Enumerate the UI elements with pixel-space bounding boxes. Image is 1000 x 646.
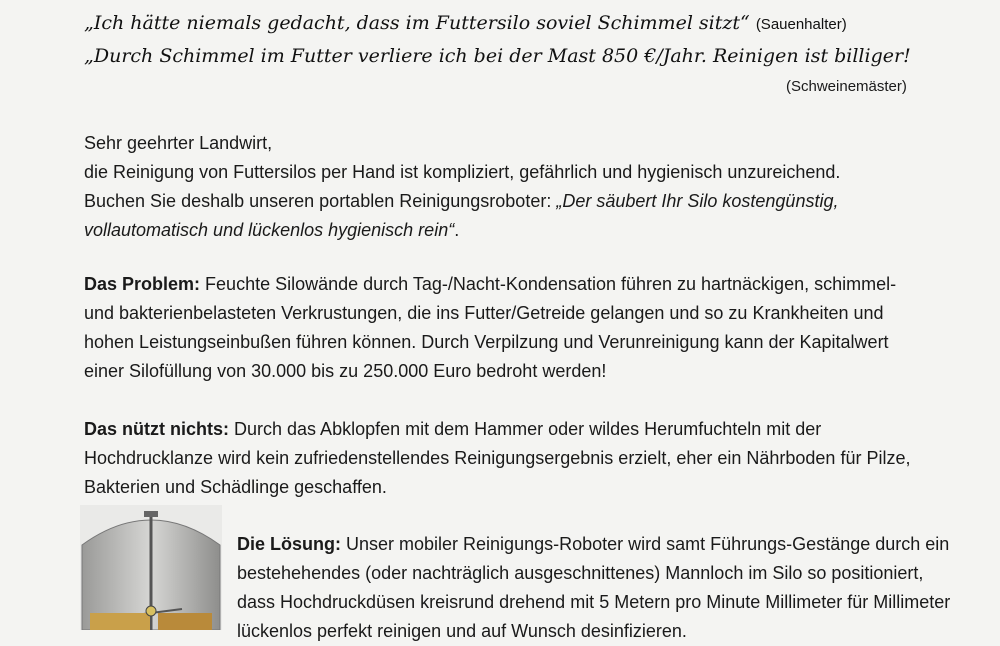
solution-text: [237, 530, 957, 646]
quote-sow-farmer: [84, 12, 847, 34]
solution-heading: Die Lösung:: [237, 534, 341, 554]
useless-paragraph: [84, 415, 924, 502]
problem-heading: Das Problem:: [84, 274, 201, 294]
quote-text: „Durch Schimmel im Futter verliere ich bei der Mast 850 €/Jahr. Reinigen ist billiger!: [84, 45, 911, 67]
intro-paragraph: [84, 129, 944, 245]
solution-body: Unser mobiler Reinigungs-Roboter wird samt Führungs-Gestänge durch ein bestehehendes (oder nachträglich ausgeschnittenes) Mannloch im Silo so positioniert, dass Hochdruckdüsen kreisrund drehend mit 5 Metern pro Minute Millimeter für Millimeter lückenlos perfekt reinigen und auf Wunsch desinfizieren.: [237, 534, 951, 641]
quote-text: „Ich hätte niemals gedacht, dass im Futtersilo soviel Schimmel sitzt“: [84, 12, 750, 34]
problem-text: [84, 270, 924, 386]
intro-slogan: vollautomatisch und lückenlos hygienisch rein“: [84, 220, 455, 240]
solution-paragraph: [237, 530, 957, 646]
quote-author: (Schweinemäster): [786, 78, 907, 95]
intro-text: Buchen Sie deshalb unseren portablen Reinigungsroboter:: [84, 191, 557, 211]
useless-text: [84, 415, 924, 502]
intro-line: die Reinigung von Futtersilos per Hand ist kompliziert, gefährlich und hygienisch unzureichend.: [84, 162, 841, 182]
silo-robot-image: [80, 505, 222, 630]
useless-body: Durch das Abklopfen mit dem Hammer oder wildes Herumfuchteln mit der Hochdrucklanze wird kein zufriedenstellendes Reinigungsergebnis erzielt, eher ein Nährboden für Pilze, Bakterien und Schädlinge geschaffen.: [84, 419, 911, 497]
quote-pig-fattener: [84, 45, 911, 67]
intro-slogan: „Der säubert Ihr Silo kostengünstig,: [556, 191, 839, 211]
useless-heading: Das nützt nichts:: [84, 419, 230, 439]
intro-line: [84, 187, 944, 216]
greeting: Sehr geehrter Landwirt,: [84, 133, 273, 153]
problem-paragraph: [84, 270, 924, 386]
intro-text: .: [454, 220, 460, 240]
problem-body: Feuchte Silowände durch Tag-/Nacht-Kondensation führen zu hartnäckigen, schimmel- und bakterienbelasteten Verkrustungen, die ins Futter/Getreide gelangen und so zu Krankheiten und hohen Leistungseinbußen führen können. Durch Verpilzung und Verunreinigung kann der Kapitalwert einer Silofüllung von 30.000 bis zu 250.000 Euro bedroht werden!: [84, 274, 897, 381]
quote-author: (Sauenhalter): [755, 16, 847, 33]
intro-line: [84, 216, 944, 245]
silo-illustration: [80, 505, 222, 630]
